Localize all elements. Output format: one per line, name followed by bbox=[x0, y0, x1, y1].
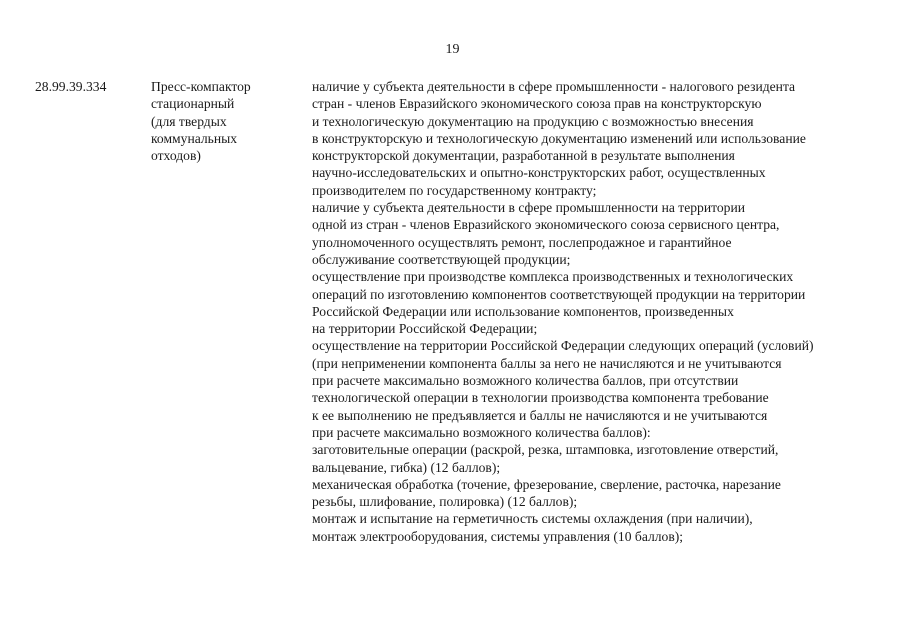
product-name-line: коммунальных bbox=[151, 130, 238, 146]
requirement-line: механическая обработка (точение, фрезерование, сверление, расточка, нарезание bbox=[312, 476, 781, 492]
requirement-line: при расчете максимально возможного количества баллов, при отсутствии bbox=[312, 373, 739, 389]
requirement-line: производителем по государственному контракту; bbox=[312, 182, 597, 198]
product-name-line: Пресс-компактор bbox=[151, 79, 251, 94]
page-number: 19 bbox=[445, 42, 460, 57]
product-name-line: стационарный bbox=[151, 96, 235, 112]
product-name-line: отходов) bbox=[151, 148, 201, 164]
okpd2-code: 28.99.39.334 bbox=[35, 79, 107, 94]
requirement-line: наличие у субъекта деятельности в сфере промышленности на территории bbox=[312, 200, 746, 216]
requirement-line: осуществление при производстве комплекса производственных и технологических bbox=[312, 269, 794, 285]
requirement-line: конструкторской документации, разработанной в результате выполнения bbox=[312, 148, 735, 164]
requirement-line: (при неприменении компонента баллы за него не начисляются и не учитываются bbox=[312, 355, 782, 371]
requirement-line: технологической операции в технологии производства компонента требование bbox=[312, 390, 769, 406]
requirement-line: операций по изготовлению компонентов соответствующей продукции на территории bbox=[312, 286, 806, 302]
requirement-line: в конструкторскую и технологическую документацию изменений или использование bbox=[312, 130, 806, 146]
requirement-line: вальцевание, гибка) (12 баллов); bbox=[312, 459, 501, 475]
product-name-line: (для твердых bbox=[151, 113, 227, 129]
requirement-line: уполномоченного осуществлять ремонт, послепродажное и гарантийное bbox=[312, 234, 732, 250]
requirement-line: при расчете максимально возможного количества баллов): bbox=[312, 424, 651, 440]
requirement-line: осуществление на территории Российской Федерации следующих операций (условий) bbox=[312, 338, 814, 354]
product-name bbox=[151, 78, 271, 164]
requirement-line: стран - членов Евразийского экономического союза прав на конструкторскую bbox=[312, 96, 762, 112]
requirement-line: резьбы, шлифование, полировка) (12 баллов); bbox=[312, 494, 578, 510]
requirement-line: и технологическую документацию на продукцию с возможностью внесения bbox=[312, 113, 754, 129]
requirement-line: монтаж и испытание на герметичность системы охлаждения (при наличии), bbox=[312, 511, 753, 527]
requirement-line: Российской Федерации или использование компонентов, произведенных bbox=[312, 303, 734, 319]
requirement-line: обслуживание соответствующей продукции; bbox=[312, 251, 571, 267]
requirement-line: заготовительные операции (раскрой, резка, штамповка, изготовление отверстий, bbox=[312, 442, 779, 458]
requirement-line: научно-исследовательских и опытно-конструкторских работ, осуществленных bbox=[312, 165, 766, 181]
requirement-line: к ее выполнению не предъявляется и баллы не начисляются и не учитываются bbox=[312, 407, 768, 423]
requirement-line: монтаж электрооборудования, системы управления (10 баллов); bbox=[312, 528, 684, 544]
requirement-line: на территории Российской Федерации; bbox=[312, 321, 538, 337]
requirements-text bbox=[312, 78, 887, 545]
requirement-line: наличие у субъекта деятельности в сфере промышленности - налогового резидента bbox=[312, 79, 796, 94]
requirement-line: одной из стран - членов Евразийского экономического союза сервисного центра, bbox=[312, 217, 780, 233]
